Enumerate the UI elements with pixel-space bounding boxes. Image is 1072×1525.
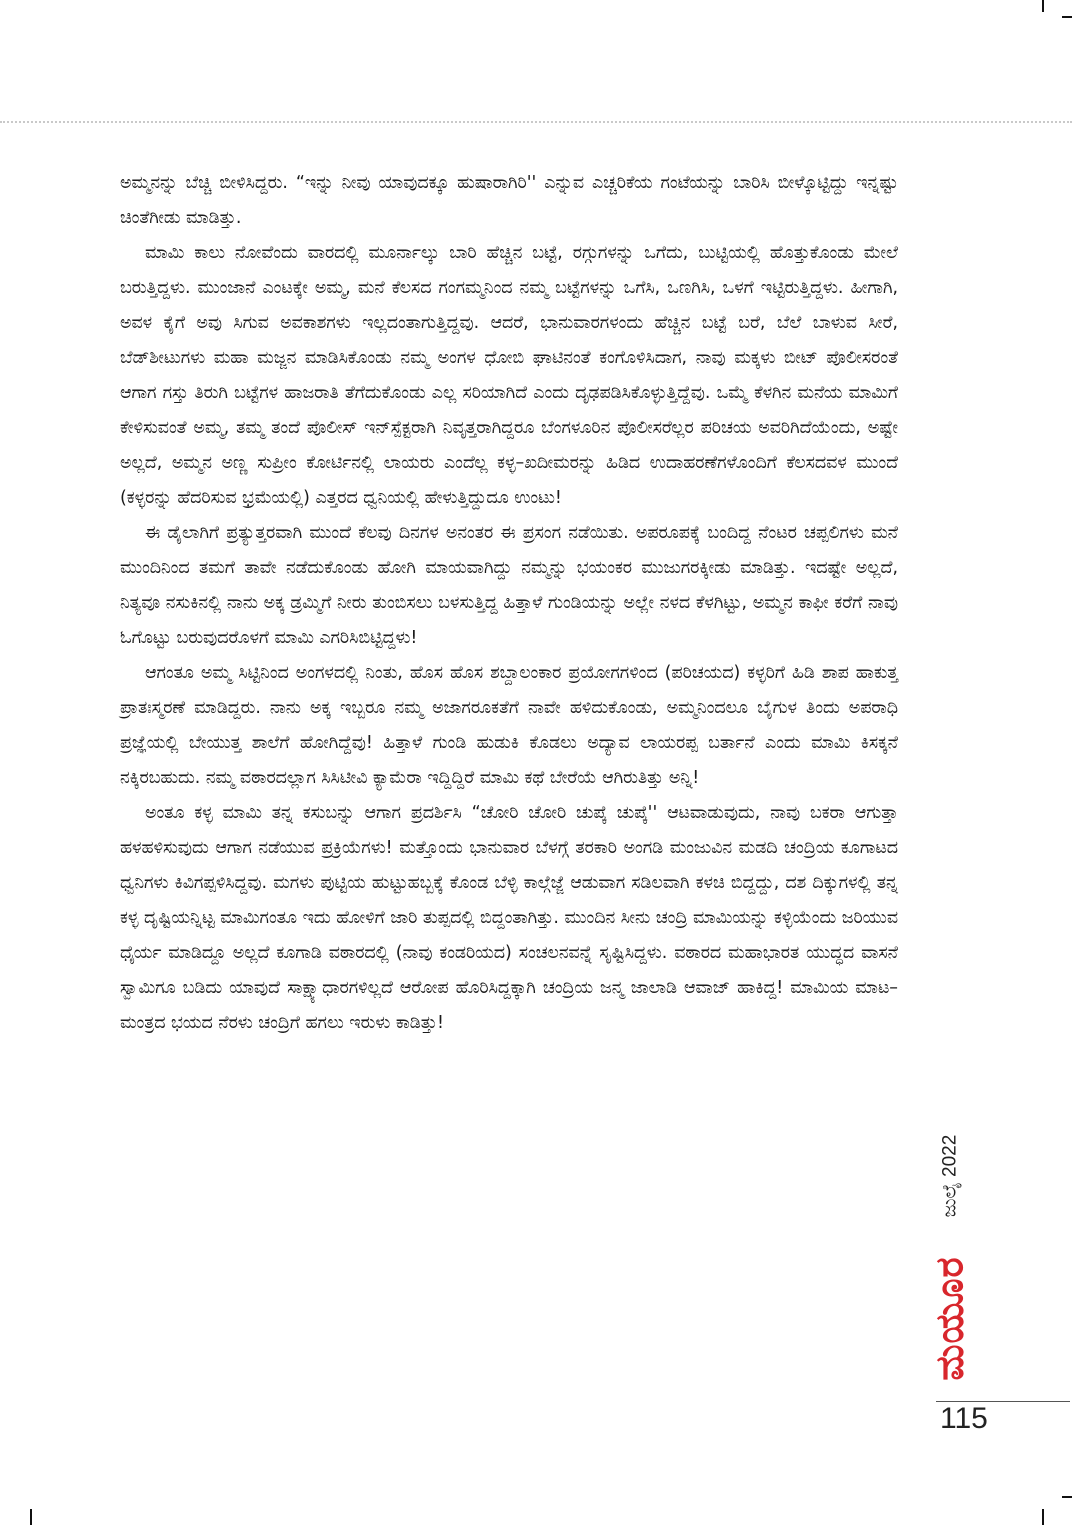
- paragraph-4: ಆಗಂತೂ ಅಮ್ಮ ಸಿಟ್ಟಿನಿಂದ ಅಂಗಳದಲ್ಲಿ ನಿಂತು, ಹೊಸ ಹೊಸ ಶಬ್ದಾಲಂಕಾರ ಪ್ರಯೋಗಗಳಿಂದ (ಪರಿಚಯದ) ಕಳ್ಳರಿಗೆ ಹಿಡಿ ಶಾಪ ಹಾಕುತ್ತ ಪ್ರಾತಃಸ್ಮರಣೆ ಮಾಡಿದ್ದರು. ನಾನು ಅಕ್ಕ ಇಬ್ಬರೂ ನಮ್ಮ ಅಜಾಗರೂಕತೆಗೆ ನಾವೇ ಹಳಿದುಕೊಂಡು, ಅಮ್ಮನಿಂದಲೂ ಬೈಗುಳ ತಿಂದು ಅಪರಾಧಿ ಪ್ರಜ್ಞೆಯಲ್ಲಿ ಬೇಯುತ್ತ ಶಾಲೆಗೆ ಹೋಗಿದ್ದೆವು! ಹಿತ್ತಾಳೆ ಗುಂಡಿ ಹುಡುಕಿ ಕೊಡಲು ಅದ್ಯಾವ ಲಾಯರಪ್ಪ ಬರ್ತಾನೆ ಎಂದು ಮಾಮಿ ಕಿಸಕ್ಕನೆ ನಕ್ಕಿರಬಹುದು. ನಮ್ಮ ವಠಾರದಲ್ಲಾಗ ಸಿಸಿಟೀವಿ ಕ್ಯಾಮೆರಾ ಇದ್ದಿದ್ದಿರೆ ಮಾಮಿ ಕಥೆ ಬೇರೆಯೆ ಆಗಿರುತಿತ್ತು ಅನ್ನಿ!: [120, 663, 898, 788]
- magazine-logo: [922, 1238, 978, 1398]
- issue-date-text: ಜುಲೈ 2022: [939, 1134, 960, 1218]
- crop-mark-right-top: [1062, 16, 1072, 18]
- crop-mark-bottom-left: [30, 1509, 32, 1525]
- paragraph-5: ಅಂತೂ ಕಳ್ಳ ಮಾಮಿ ತನ್ನ ಕಸುಬನ್ನು ಆಗಾಗ ಪ್ರದರ್ಶಿಸಿ “ಚೋರಿ ಚೋರಿ ಚುಪ್ಕೆ ಚುಪ್ಕೆ'' ಆಟವಾಡುವುದು, ನಾವು ಬಕರಾ ಆಗುತ್ತಾ ಹಳಹಳಿಸುವುದು ಆಗಾಗ ನಡೆಯುವ ಪ್ರಕ್ರಿಯೆಗಳು! ಮತ್ತೊಂದು ಭಾನುವಾರ ಬೆಳಗ್ಗೆ ತರಕಾರಿ ಅಂಗಡಿ ಮಂಜುವಿನ ಮಡದಿ ಚಂದ್ರಿಯ ಕೂಗಾಟದ ಧ್ವನಿಗಳು ಕಿವಿಗಪ್ಪಳಿಸಿದ್ದವು. ಮಗಳು ಪುಟ್ಟಿಯ ಹುಟ್ಟುಹಬ್ಬಕ್ಕೆ ಕೊಂಡ ಬೆಳ್ಳಿ ಕಾಲ್ಗೆಜ್ಜೆ ಆಡುವಾಗ ಸಡಿಲವಾಗಿ ಕಳಚಿ ಬಿದ್ದದ್ದು, ದಶ ದಿಕ್ಕುಗಳಲ್ಲಿ ತನ್ನ ಕಳ್ಳ ದೃಷ್ಟಿಯನ್ನಿಟ್ಟ ಮಾಮಿಗಂತೂ ಇದು ಹೋಳಿಗೆ ಜಾರಿ ತುಪ್ಪದಲ್ಲಿ ಬಿದ್ದಂತಾಗಿತ್ತು. ಮುಂದಿನ ಸೀನು ಚಂದ್ರಿ ಮಾಮಿಯನ್ನು ಕಳ್ಳಿಯೆಂದು ಜರಿಯುವ ಧೈರ್ಯ ಮಾಡಿದ್ದೂ ಅಲ್ಲದೆ ಕೂಗಾಡಿ ವಠಾರದಲ್ಲಿ (ನಾವು ಕಂಡರಿಯದ) ಸಂಚಲನವನ್ನೆ ಸೃಷ್ಟಿಸಿದ್ದಳು. ವಠಾರದ ಮಹಾಭಾರತ ಯುದ್ಧದ ವಾಸನೆ ಸ್ವಾಮಿಗೂ ಬಡಿದು ಯಾವುದೆ ಸಾಕ್ಷ್ಯಾಧಾರಗಳಿಲ್ಲದೆ ಆರೋಪ ಹೊರಿಸಿದ್ದಕ್ಕಾಗಿ ಚಂದ್ರಿಯ ಜನ್ಮ ಜಾಲಾಡಿ ಆವಾಜ್ ಹಾಕಿದ್ದ! ಮಾಮಿಯ ಮಾಟ–ಮಂತ್ರದ ಭಯದ ನೆರಳು ಚಂದ್ರಿಗೆ ಹಗಲು ಇರುಳು ಕಾಡಿತ್ತು!: [120, 803, 898, 1033]
- article-body: [120, 166, 898, 1041]
- issue-date: [928, 1126, 972, 1226]
- crop-mark-right-bottom: [1062, 1496, 1072, 1498]
- magazine-logo-text: ಮಯೂರ: [927, 1255, 972, 1381]
- page-number: 115: [940, 1402, 988, 1435]
- header-dotted-rule: [0, 121, 1072, 123]
- paragraph-1: ಅಮ್ಮನನ್ನು ಬೆಚ್ಚಿ ಬೀಳಿಸಿದ್ದರು. “ಇನ್ನು ನೀವು ಯಾವುದಕ್ಕೂ ಹುಷಾರಾಗಿರಿ'' ಎನ್ನುವ ಎಚ್ಚರಿಕೆಯ ಗಂಟೆಯನ್ನು ಬಾರಿಸಿ ಬೀಳ್ಕೊಟ್ಟಿದ್ದು ಇನ್ನಷ್ಟು ಚಿಂತೆಗೀಡು ಮಾಡಿತ್ತು.: [120, 173, 898, 228]
- paragraph-2: ಮಾಮಿ ಕಾಲು ನೋವೆಂದು ವಾರದಲ್ಲಿ ಮೂರ್ನಾಲ್ಕು ಬಾರಿ ಹೆಚ್ಚಿನ ಬಟ್ಟೆ, ರಗ್ಗುಗಳನ್ನು ಒಗೆದು, ಬುಟ್ಟಿಯಲ್ಲಿ ಹೊತ್ತುಕೊಂಡು ಮೇಲೆ ಬರುತ್ತಿದ್ದಳು. ಮುಂಜಾನೆ ಎಂಟಕ್ಕೇ ಅಮ್ಮ, ಮನೆ ಕೆಲಸದ ಗಂಗಮ್ಮನಿಂದ ನಮ್ಮ ಬಟ್ಟೆಗಳನ್ನು ಒಗೆಸಿ, ಒಣಗಿಸಿ, ಒಳಗೆ ಇಟ್ಟಿರುತ್ತಿದ್ದಳು. ಹೀಗಾಗಿ, ಅವಳ ಕೈಗೆ ಅವು ಸಿಗುವ ಅವಕಾಶಗಳು ಇಲ್ಲದಂತಾಗುತ್ತಿದ್ದವು. ಆದರೆ, ಭಾನುವಾರಗಳಂದು ಹೆಚ್ಚಿನ ಬಟ್ಟೆ ಬರೆ, ಬೆಲೆ ಬಾಳುವ ಸೀರೆ, ಬೆಡ್‌ಶೀಟುಗಳು ಮಹಾ ಮಜ್ಜನ ಮಾಡಿಸಿಕೊಂಡು ನಮ್ಮ ಅಂಗಳ ಧೋಬಿ ಘಾಟಿನಂತೆ ಕಂಗೊಳಿಸಿದಾಗ, ನಾವು ಮಕ್ಕಳು ಬೀಟ್ ಪೊಲೀಸರಂತೆ ಆಗಾಗ ಗಸ್ತು ತಿರುಗಿ ಬಟ್ಟೆಗಳ ಹಾಜರಾತಿ ತೆಗೆದುಕೊಂಡು ಎಲ್ಲ ಸರಿಯಾಗಿದೆ ಎಂದು ದೃಢಪಡಿಸಿಕೊಳ್ಳುತ್ತಿದ್ದೆವು. ಒಮ್ಮೆ ಕೆಳಗಿನ ಮನೆಯ ಮಾಮಿಗೆ ಕೇಳಿಸುವಂತೆ ಅಮ್ಮ, ತಮ್ಮ ತಂದೆ ಪೊಲೀಸ್ ಇನ್‌ಸ್ಪೆಕ್ಟರಾಗಿ ನಿವೃತ್ತರಾಗಿದ್ದರೂ ಬೆಂಗಳೂರಿನ ಪೊಲೀಸರೆಲ್ಲರ ಪರಿಚಯ ಅವರಿಗಿದೆಯೆಂದು, ಅಷ್ಟೇ ಅಲ್ಲದೆ, ಅಮ್ಮನ ಅಣ್ಣ ಸುಪ್ರೀಂ ಕೋರ್ಟಿನಲ್ಲಿ ಲಾಯರು ಎಂದೆಲ್ಲ ಕಳ್ಳ–ಖದೀಮರನ್ನು ಹಿಡಿದ ಉದಾಹರಣೆಗಳೊಂದಿಗೆ ಕೆಲಸದವಳ ಮುಂದೆ (ಕಳ್ಳರನ್ನು ಹೆದರಿಸುವ ಭ್ರಮೆಯಲ್ಲಿ) ಎತ್ತರದ ಧ್ವನಿಯಲ್ಲಿ ಹೇಳುತ್ತಿದ್ದುದೂ ಉಂಟು!: [120, 243, 898, 508]
- paragraph-3: ಈ ಡೈಲಾಗಿಗೆ ಪ್ರತ್ಯುತ್ತರವಾಗಿ ಮುಂದೆ ಕೆಲವು ದಿನಗಳ ಅನಂತರ ಈ ಪ್ರಸಂಗ ನಡೆಯಿತು. ಅಪರೂಪಕ್ಕೆ ಬಂದಿದ್ದ ನೆಂಟರ ಚಪ್ಪಲಿಗಳು ಮನೆ ಮುಂದಿನಿಂದ ತಮಗೆ ತಾವೇ ನಡೆದುಕೊಂಡು ಹೋಗಿ ಮಾಯವಾಗಿದ್ದು ನಮ್ಮನ್ನು ಭಯಂಕರ ಮುಜುಗರಕ್ಕೀಡು ಮಾಡಿತ್ತು. ಇದಷ್ಟೇ ಅಲ್ಲದೆ, ನಿತ್ಯವೂ ನಸುಕಿನಲ್ಲಿ ನಾನು ಅಕ್ಕ ಡ್ರಮ್ಮಿಗೆ ನೀರು ತುಂಬಿಸಲು ಬಳಸುತ್ತಿದ್ದ ಹಿತ್ತಾಳೆ ಗುಂಡಿಯನ್ನು ಅಲ್ಲೇ ನಳದ ಕೆಳಗಿಟ್ಟು, ಅಮ್ಮನ ಕಾಫೀ ಕರೆಗೆ ನಾವು ಓಗೊಟ್ಟು ಬರುವುದರೊಳಗೆ ಮಾಮಿ ಎಗರಿಸಿಬಿಟ್ಟಿದ್ದಳು!: [120, 523, 898, 648]
- crop-mark-top-right: [1042, 0, 1044, 12]
- crop-mark-bottom-right: [1042, 1509, 1044, 1525]
